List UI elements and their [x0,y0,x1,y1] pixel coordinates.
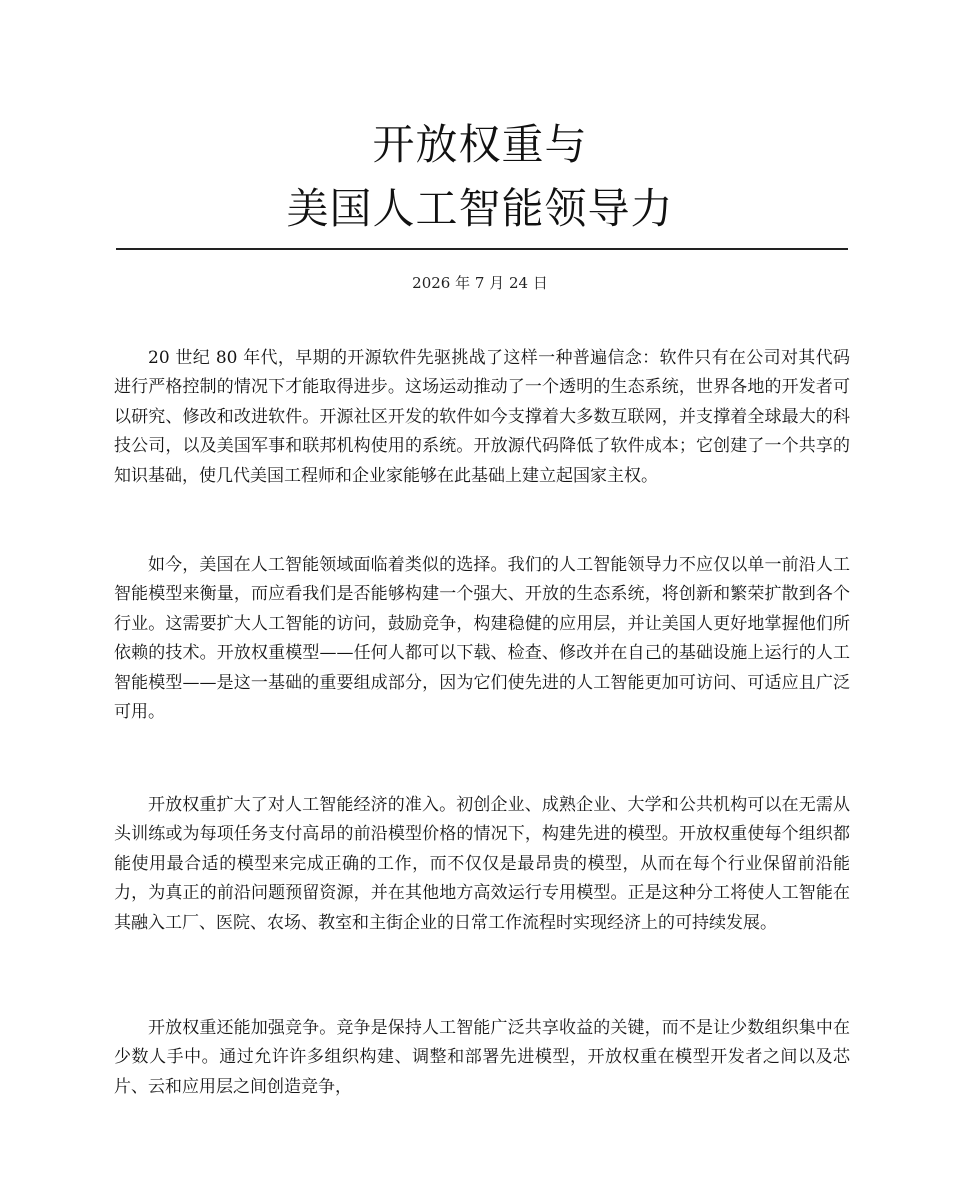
body-paragraph: 开放权重扩大了对人工智能经济的准入。初创企业、成熟企业、大学和公共机构可以在无需从头训练或为每项任务支付高昂的前沿模型价格的情况下，构建先进的模型。开放权重使每个组织都能使用最合适的模型来完成正确的工作，而不仅仅是最昂贵的模型，从而在每个行业保留前沿能力，为真正的前沿问题预留资源，并在其他地方高效运行专用模型。正是这种分工将使人工智能在其融入工厂、医院、农场、教室和主街企业的日常工作流程时实现经济上的可持续发展。 [114,795,850,933]
title-line-2: 美国人工智能领导力 [286,184,674,233]
body-paragraph: 20 世纪 80 年代，早期的开源软件先驱挑战了这样一种普遍信念：软件只有在公司对其代码进行严格控制的情况下才能取得进步。这场运动推动了一个透明的生态系统，世界各地的开发者可以研究、修改和改进软件。开源社区开发的软件如今支撑着大多数互联网，并支撑着全球最大的科技公司，以及美国军事和联邦机构使用的系统。开放源代码降低了软件成本；它创建了一个共享的知识基础，使几代美国工程师和企业家能够在此基础上建立起国家主权。 [114,348,850,486]
publication-date: 2026 年 7 月 24 日 [412,274,548,292]
body-paragraph: 开放权重还能加强竞争。竞争是保持人工智能广泛共享收益的关键，而不是让少数组织集中在少数人手中。通过允许许多组织构建、调整和部署先进模型，开放权重在模型开发者之间以及芯片、云和应用层之间创造竞争， [114,1018,850,1097]
body-paragraph-4-block [114,1014,850,1102]
body-paragraph-1-block [114,344,850,491]
body-paragraph: 如今，美国在人工智能领域面临着类似的选择。我们的人工智能领导力不应仅以单一前沿人工智能模型来衡量，而应看我们是否能够构建一个强大、开放的生态系统，将创新和繁荣扩散到各个行业。这需要扩大人工智能的访问，鼓励竞争，构建稳健的应用层，并让美国人更好地掌握他们所依赖的技术。开放权重模型——任何人都可以下载、检查、修改并在自己的基础设施上运行的人工智能模型——是这一基础的重要组成部分，因为它们使先进的人工智能更加可访问、可适应且广泛可用。 [114,555,850,723]
body-paragraph-2-block [114,551,850,727]
title-line-1: 开放权重与 [372,120,588,169]
body-paragraph-3-block [114,791,850,938]
title-divider [116,248,848,250]
